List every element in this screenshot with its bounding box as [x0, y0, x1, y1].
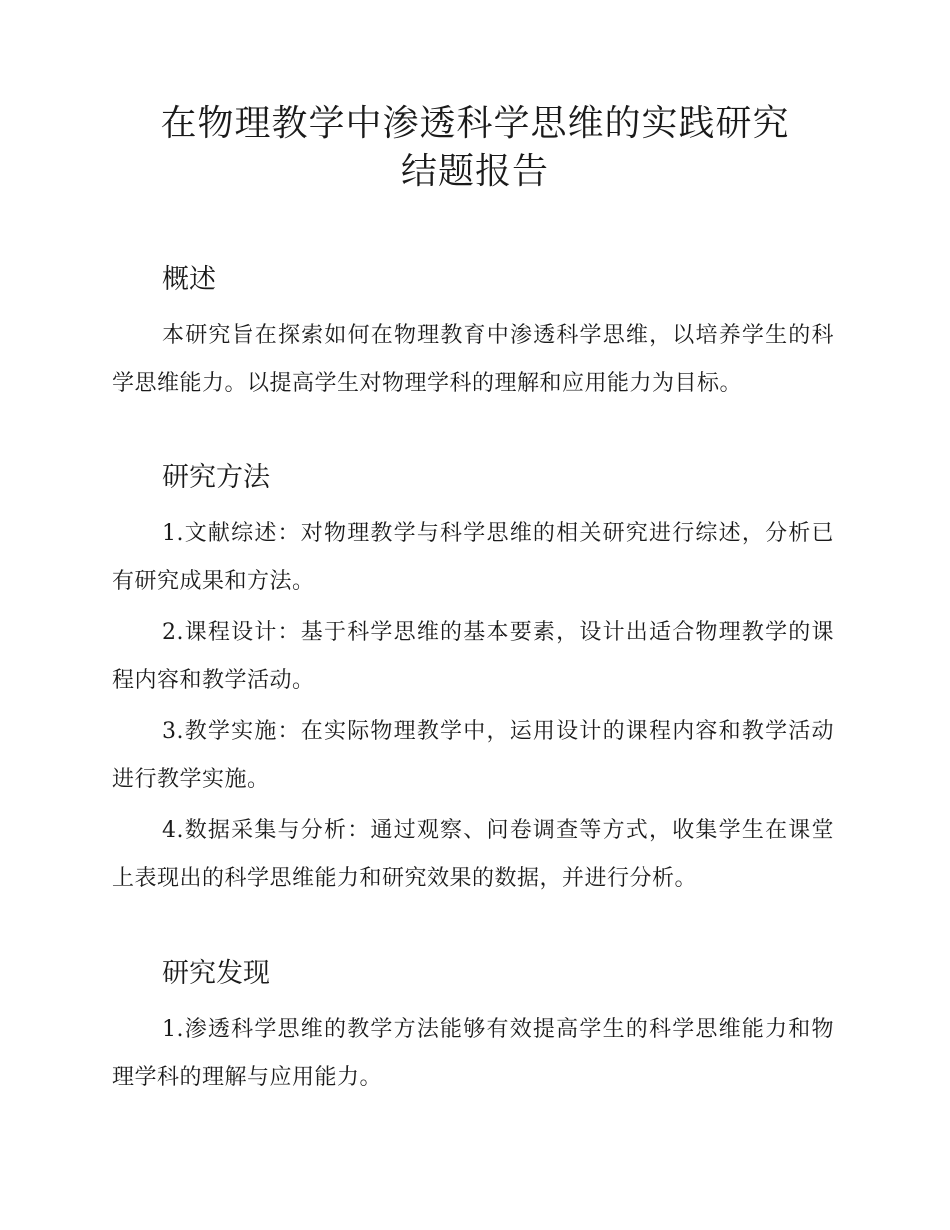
section-heading-overview: 概述 — [162, 264, 216, 295]
methods-item-2: 2.课程设计：基于科学思维的基本要素，设计出适合物理教学的课程内容和教学活动。 — [112, 620, 834, 693]
overview-paragraph: 本研究旨在探索如何在物理教育中渗透科学思维，以培养学生的科学思维能力。以提高学生对物理学科的理解和应用能力为目标。 — [112, 323, 834, 396]
methods-item-4: 4.数据采集与分析：通过观察、问卷调查等方式，收集学生在课堂上表现出的科学思维能力和研究效果的数据，并进行分析。 — [112, 818, 834, 891]
findings-item-1: 1.渗透科学思维的教学方法能够有效提高学生的科学思维能力和物理学科的理解与应用能力。 — [112, 1017, 834, 1090]
document-title: 在物理教学中渗透科学思维的实践研究结题报告 — [160, 103, 790, 192]
section-heading-findings: 研究发现 — [162, 958, 270, 989]
methods-item-3: 3.教学实施：在实际物理教学中，运用设计的课程内容和教学活动进行教学实施。 — [112, 719, 834, 792]
methods-item-1: 1.文献综述：对物理教学与科学思维的相关研究进行综述，分析已有研究成果和方法。 — [112, 521, 834, 594]
section-heading-methods: 研究方法 — [162, 462, 270, 493]
